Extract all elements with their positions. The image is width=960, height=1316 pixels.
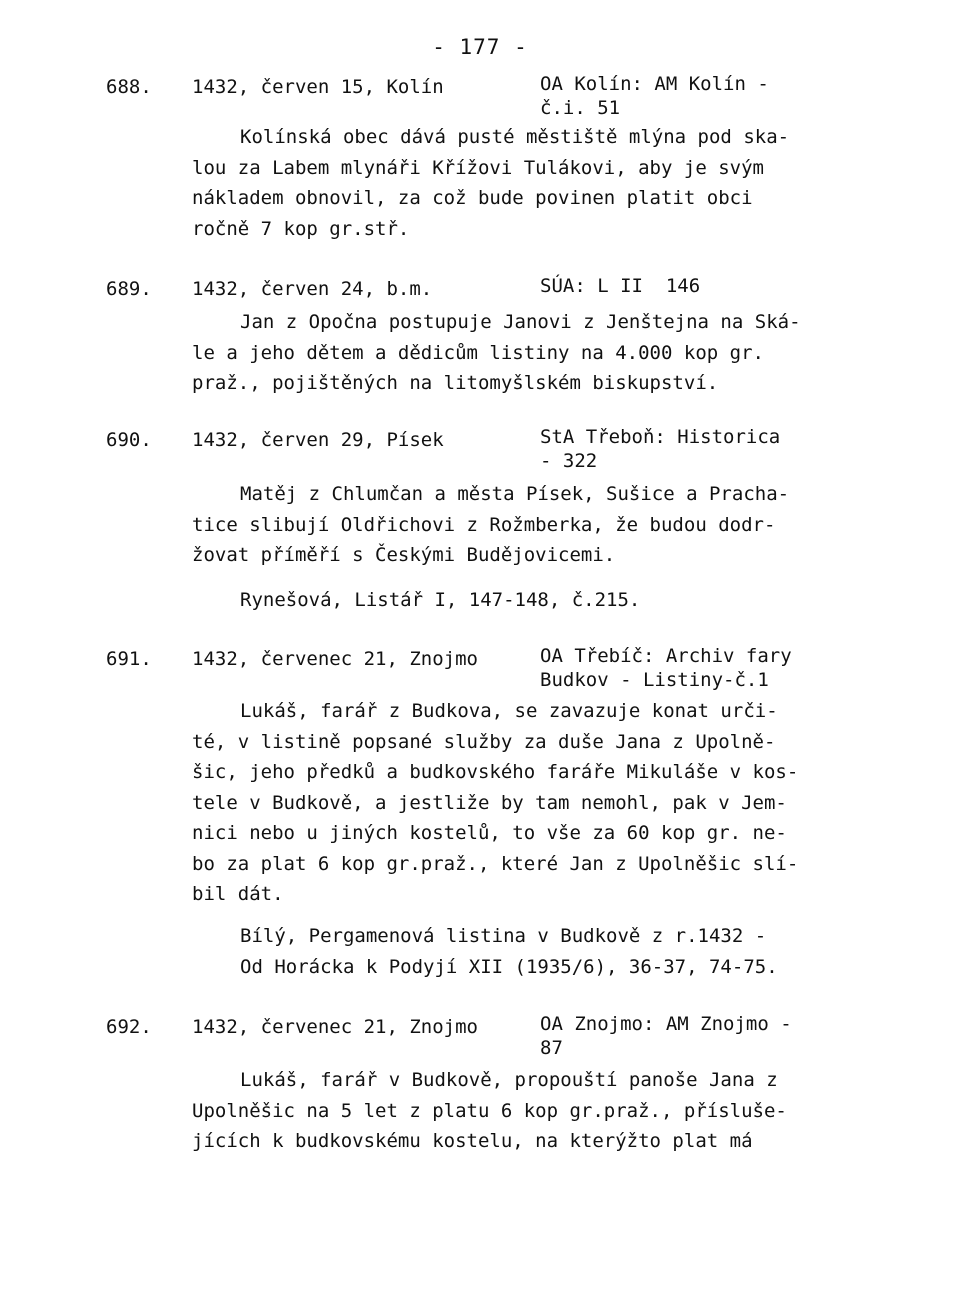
archive-line: OA Třebíč: Archiv fary — [540, 645, 792, 667]
literature-line: Od Horácka k Podyjí XII (1935/6), 36-37, 74-75. — [240, 956, 778, 978]
summary-line: Matěj z Chlumčan a města Písek, Sušice a Pracha- — [240, 483, 790, 505]
summary-line: Jan z Opočna postupuje Janovi z Jenštejna na Ská- — [240, 311, 801, 333]
entry-number: 689. — [106, 278, 152, 300]
page-number: - 177 - — [432, 35, 528, 59]
archive-line: - 322 — [540, 450, 598, 472]
summary-line: Kolínská obec dává pusté městiště mlýna pod ska- — [240, 126, 790, 148]
summary-line: Lukáš, farář v Budkově, propouští panoše Jana z — [240, 1069, 778, 1091]
entry-date-place: 1432, červenec 21, Znojmo — [192, 1016, 478, 1038]
archive-line: SÚA: L II 146 — [540, 275, 701, 297]
literature-line: Bílý, Pergamenová listina v Budkově z r.1432 - — [240, 925, 767, 947]
summary-line: bo za plat 6 kop gr.praž., které Jan z Upolněšic slí- — [192, 852, 799, 875]
summary-line: lou za Labem mlynáři Křížovi Tulákovi, aby je svým — [192, 156, 764, 179]
summary-line: žovat příměří s Českými Budějovicemi. — [192, 544, 616, 566]
archive-line: Budkov - Listiny-č.1 — [540, 669, 769, 691]
summary-line: šic, jeho předků a budkovského faráře Mikuláše v kos- — [192, 761, 799, 783]
summary-line: Upolněšic na 5 let z platu 6 kop gr.praž., přísluše- — [192, 1099, 787, 1122]
summary-line: bil dát. — [192, 883, 284, 905]
entry-summary — [192, 696, 872, 910]
entry-number: 692. — [106, 1016, 152, 1038]
entry-date-place: 1432, červenec 21, Znojmo — [192, 648, 478, 670]
summary-line: ročně 7 kop gr.stř. — [192, 217, 410, 240]
literature-line: Rynešová, Listář I, 147-148, č.215. — [240, 589, 641, 611]
summary-line: tele v Budkově, a jestliže by tam nemohl, pak v Jem- — [192, 791, 787, 814]
summary-line: jících k budkovskému kostelu, na kterýžto plat má — [192, 1130, 753, 1152]
summary-line: tice slibují Oldřichovi z Rožmberka, že budou dodr- — [192, 513, 776, 536]
archive-line: 87 — [540, 1037, 563, 1059]
archive-line: č.i. 51 — [540, 97, 621, 119]
entry-literature — [240, 921, 860, 983]
entry-number: 688. — [106, 76, 152, 98]
archive-line: OA Znojmo: AM Znojmo - — [540, 1013, 792, 1035]
entry-number: 691. — [106, 648, 152, 670]
entry-archive-reference — [540, 72, 830, 120]
entry-summary — [192, 479, 872, 571]
entry-date-place: 1432, červen 15, Kolín — [192, 76, 444, 98]
entry-date-place: 1432, červen 29, Písek — [192, 429, 444, 451]
summary-line: nákladem obnovil, za což bude povinen platit obci — [192, 187, 753, 209]
summary-line: nici nebo u jiných kostelů, to vše za 60 kop gr. ne- — [192, 822, 787, 844]
entry-number: 690. — [106, 429, 152, 451]
entry-archive-reference — [540, 644, 830, 692]
summary-line: té, v listině popsané služby za duše Jana z Upolně- — [192, 730, 776, 753]
entry-literature — [240, 585, 860, 616]
summary-line: praž., pojištěných na litomyšlském biskupství. — [192, 372, 719, 394]
entry-date-place: 1432, červen 24, b.m. — [192, 278, 433, 300]
entry-summary — [192, 1065, 872, 1157]
entry-summary — [192, 307, 872, 399]
summary-line: Lukáš, farář z Budkova, se zavazuje konat urči- — [240, 700, 778, 722]
entry-summary — [192, 122, 872, 244]
entry-archive-reference — [540, 274, 830, 298]
entry-archive-reference — [540, 1012, 830, 1060]
archive-line: OA Kolín: AM Kolín - — [540, 73, 769, 95]
archive-line: StA Třeboň: Historica — [540, 426, 781, 448]
entry-archive-reference — [540, 425, 830, 473]
summary-line: le a jeho dětem a dědicům listiny na 4.000 kop gr. — [192, 341, 764, 364]
